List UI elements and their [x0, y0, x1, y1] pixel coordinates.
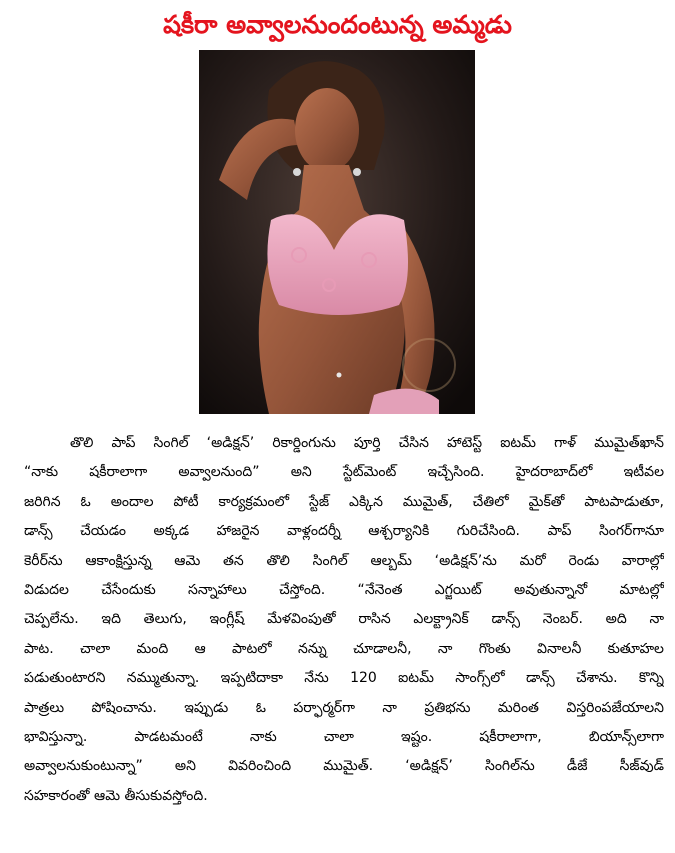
article-line: సహకారంతో ఆమె తీసుకువస్తోంది.: [24, 787, 208, 804]
article-line: అవ్వాలనుకుంటున్నా” అని వివరించింది ముమైత్. ‘అడిక్షన్’ సింగిల్‌ను డీజే సీజ్‌వుడ్: [24, 758, 664, 775]
article-photo: [199, 50, 475, 414]
article-line: చెప్పలేను. ఇది తెలుగు, ఇంగ్లీష్ మేళవింపుతో రాసిన ఎలక్ట్రానిక్ డాన్స్ నెంబర్. అది నా: [24, 611, 664, 628]
article-line: పడుతుంటారని నమ్ముతున్నా. ఇప్పటిదాకా నేను 120 ఐటమ్ సాంగ్స్‌లో డాన్స్ చేశాను. కొన్ని: [24, 670, 664, 687]
article-body: [24, 429, 664, 811]
article-headline: షకీరా అవ్వాలనుందంటున్న అమ్మడు: [163, 10, 512, 39]
article-line: కెరీర్‌ను ఆకాంక్షిస్తున్న ఆమె తన తొలి సింగిల్ ఆల్బమ్ ‘అడిక్షన్’ను మరో రెండు వారాల్లో: [24, 552, 664, 569]
article-line: పాట. చాలా మంది ఆ పాటలో నన్ను చూడాలనీ, నా గొంతు వినాలనీ కుతూహల: [24, 640, 664, 657]
photo-illustration: [199, 50, 475, 414]
article-line: డాన్స్ చేయడం అక్కడ హాజరైన వాళ్లందర్నీ ఆశ్చర్యానికి గురిచేసింది. పాప్ సింగర్‌గానూ: [24, 523, 664, 540]
article-line: విడుదల చేసేందుకు సన్నాహాలు చేస్తోంది. “నేనెంత ఎగ్జయిట్ అవుతున్నానో మాటల్లో: [24, 582, 664, 599]
article-line: పాత్రలు పోషించాను. ఇప్పుడు ఓ పర్ఫార్మర్‌గా నా ప్రతిభను మరింత విస్తరింపజేయాలని: [24, 699, 664, 716]
article-line: భావిస్తున్నా. పాడటమంటే నాకు చాలా ఇష్టం. షకీరాలాగా, బియాన్స్‌లాగా: [24, 729, 664, 746]
article-line: జరిగిన ఓ అందాల పోటీ కార్యక్రమంలో స్టేజ్ ఎక్కిన ముమైత్, చేతిలో మైక్‌తో పాటపాడుతూ,: [24, 493, 664, 510]
article-line: “నాకు షకీరాలాగా అవ్వాలనుంది” అని స్టేట్‌మెంట్ ఇచ్చేసింది. హైదరాబాద్‌లో ఇటీవల: [24, 464, 664, 481]
article-line: తొలి పాప్ సింగిల్ ‘అడిక్షన్’ రికార్డింగును పూర్తి చేసిన హాటెస్ట్ ఐటమ్ గాళ్ ముమైత్‌ఖాన్: [70, 435, 664, 451]
